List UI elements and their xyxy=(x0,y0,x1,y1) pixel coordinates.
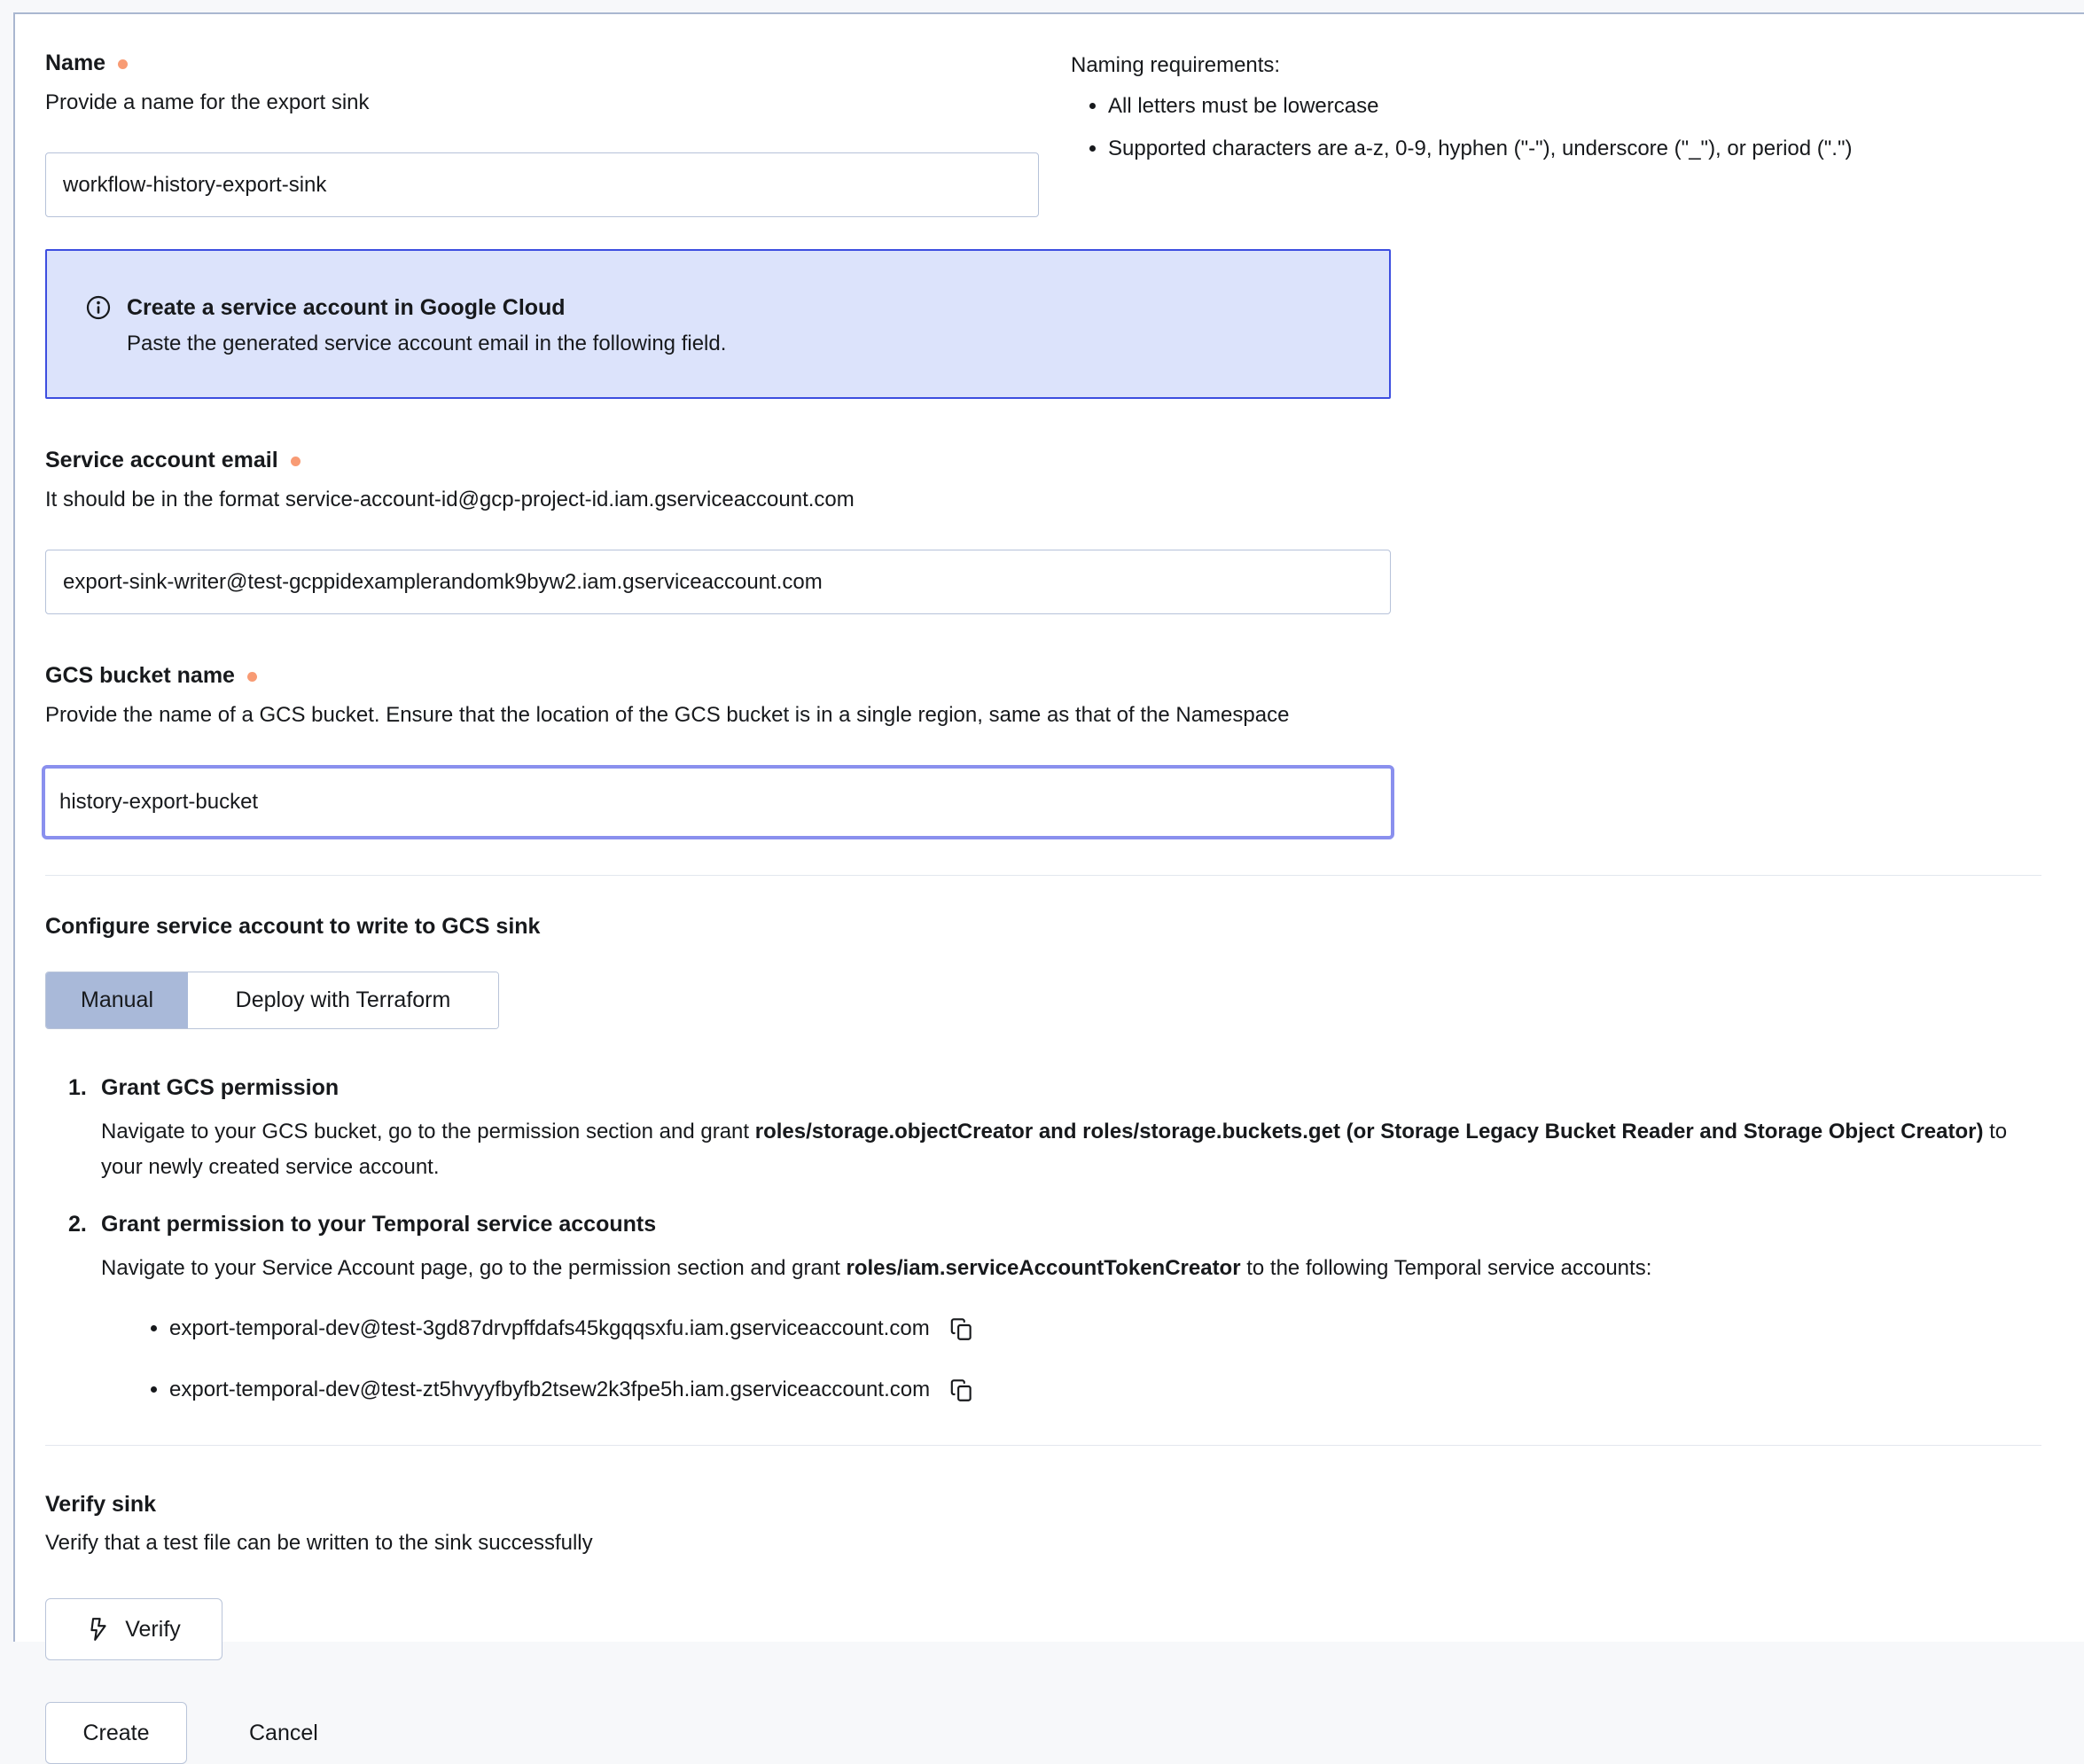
service-account-item xyxy=(169,1374,2040,1406)
step-body xyxy=(101,1251,2040,1286)
step-body xyxy=(101,1114,2040,1185)
name-label xyxy=(45,50,1039,76)
service-account-email-label-text: Service account email xyxy=(45,448,278,472)
step-title: Grant permission to your Temporal service accounts xyxy=(101,1212,657,1237)
copy-icon xyxy=(949,1317,973,1341)
step-grant-temporal-permission xyxy=(45,1210,2040,1286)
service-account-email-text: • export-temporal-dev@test-zt5hvyyfbyfb2tsew2k3fpe5h.iam.gserviceaccount.com xyxy=(169,1378,931,1401)
gcs-bucket-section xyxy=(45,662,2040,839)
naming-requirement-item: • All letters must be lowercase xyxy=(1108,92,2040,121)
temporal-service-accounts-list xyxy=(45,1313,2040,1406)
name-section xyxy=(45,50,2040,217)
step-number: 2. xyxy=(68,1212,87,1237)
verify-sink-description: Verify that a test file can be written to the sink successfully xyxy=(45,1531,593,1555)
step-title: Grant GCS permission xyxy=(101,1075,340,1100)
step-body-bold-text: roles/iam.serviceAccountTokenCreator xyxy=(846,1256,1241,1280)
required-dot-icon xyxy=(247,672,257,682)
name-label-text: Name xyxy=(45,51,106,75)
info-callout xyxy=(45,249,1391,399)
form-actions xyxy=(45,1702,2040,1764)
step-number: 1. xyxy=(68,1075,87,1100)
required-dot-icon xyxy=(118,59,128,69)
tab-manual[interactable]: Manual xyxy=(46,972,188,1028)
copy-icon xyxy=(949,1378,973,1402)
tab-deploy-with-terraform[interactable]: Deploy with Terraform xyxy=(188,972,498,1028)
verify-button-label: Verify xyxy=(125,1616,181,1642)
configure-section-heading: Configure service account to write to GCS sink xyxy=(45,914,541,939)
name-input[interactable] xyxy=(45,152,1039,217)
configure-tabs xyxy=(45,972,499,1029)
step-grant-gcs-permission xyxy=(45,1073,2040,1185)
step-body-bold-text: roles/storage.objectCreator and roles/storage.buckets.get (or Storage Legacy Bucket Reader and Storage Object Creator) xyxy=(754,1120,1984,1143)
gcs-bucket-label xyxy=(45,662,2040,689)
gcs-bucket-input[interactable] xyxy=(42,765,1394,839)
naming-requirement-item: • Supported characters are a-z, 0-9, hyphen ("-"), underscore ("_"), or period (".") xyxy=(1108,135,2040,163)
service-account-item xyxy=(169,1313,2040,1345)
naming-requirements xyxy=(1071,50,2040,217)
service-account-email-label xyxy=(45,447,2040,473)
create-button[interactable]: Create xyxy=(45,1702,187,1764)
step-body-text: Navigate to your GCS bucket, go to the permission section and grant xyxy=(101,1120,755,1143)
service-account-email-section xyxy=(45,447,2040,614)
section-divider xyxy=(45,1445,2041,1446)
step-body-text: Navigate to your Service Account page, go to the permission section and grant xyxy=(101,1256,847,1280)
info-callout-body: Paste the generated service account email in the following field. xyxy=(127,332,727,355)
copy-button[interactable] xyxy=(949,1378,973,1402)
gcs-bucket-label-text: GCS bucket name xyxy=(45,663,235,688)
copy-button[interactable] xyxy=(949,1317,973,1341)
info-callout-title: Create a service account in Google Cloud xyxy=(127,295,566,320)
step-body-text: to the following Temporal service accounts: xyxy=(1240,1256,1652,1280)
gcs-bucket-description: Provide the name of a GCS bucket. Ensure that the location of the GCS bucket is in a single region, same as that of the Namespace xyxy=(45,703,1290,727)
verify-button[interactable] xyxy=(45,1598,222,1660)
service-account-email-text: • export-temporal-dev@test-3gd87drvpffdafs45kgqqsxfu.iam.gserviceaccount.com xyxy=(169,1316,930,1340)
required-dot-icon xyxy=(291,457,301,466)
export-sink-form-panel xyxy=(13,12,2084,1745)
lightning-icon xyxy=(87,1617,110,1642)
naming-requirements-title: Naming requirements: xyxy=(1071,53,1281,77)
service-account-email-description: It should be in the format service-account-id@gcp-project-id.iam.gserviceaccount.com xyxy=(45,488,855,511)
info-icon xyxy=(86,293,111,358)
name-description: Provide a name for the export sink xyxy=(45,90,370,114)
verify-sink-heading: Verify sink xyxy=(45,1492,157,1517)
section-divider xyxy=(45,875,2041,876)
service-account-email-input[interactable] xyxy=(45,550,1391,614)
cancel-button[interactable]: Cancel xyxy=(249,1720,318,1745)
step-body-text: to your newly created service account. xyxy=(101,1120,2008,1179)
